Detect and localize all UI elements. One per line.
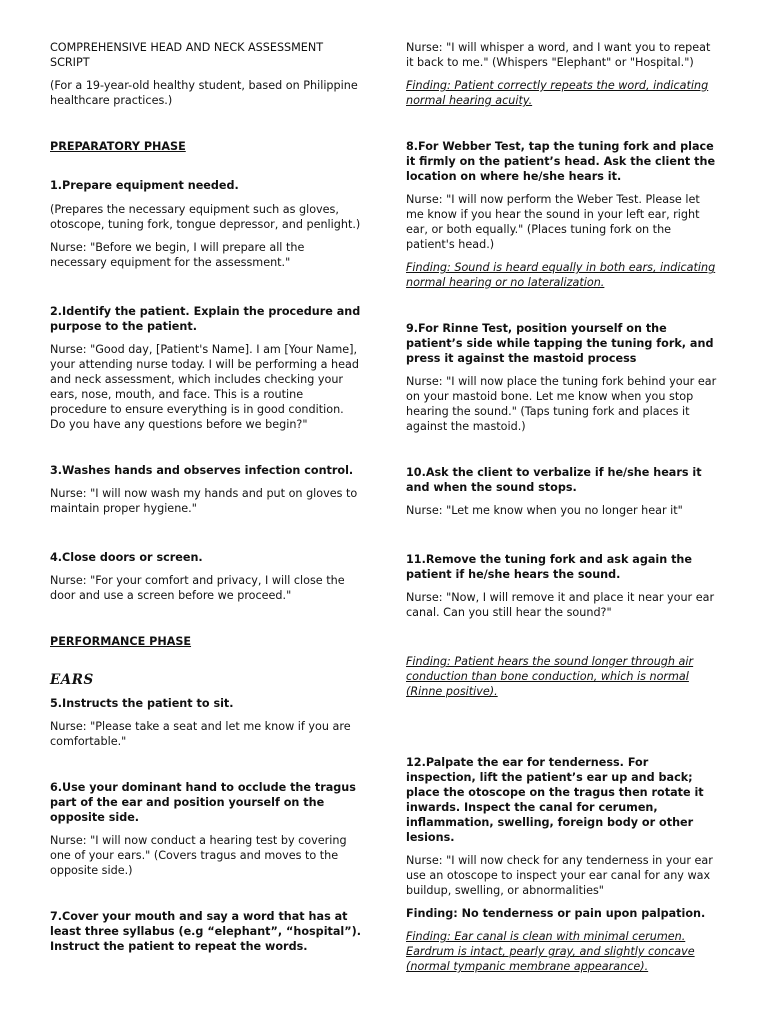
step-7-heading: 7.Cover your mouth and say a word that has at least three syllabus (e.g “elephant”, “hospital”). Instruct the patient to repeat the words. (50, 910, 361, 953)
step-10-heading: 10.Ask the client to verbalize if he/she hears it and when the sound stops. (406, 466, 702, 494)
step-4-nurse-line: Nurse: "For your comfort and privacy, I will close the door and use a screen before we proceed." (50, 574, 345, 602)
right-column (406, 40, 718, 974)
document-title: COMPREHENSIVE HEAD AND NECK ASSESSMENT SCRIPT (50, 41, 324, 69)
step-5-heading: 5.Instructs the patient to sit. (50, 697, 234, 710)
ears-section-heading: EARS (50, 672, 94, 688)
step-1-heading: 1.Prepare equipment needed. (50, 179, 239, 192)
step-7-finding: Finding: Patient correctly repeats the word, indicating normal hearing acuity. (406, 79, 709, 107)
document-subtitle: (For a 19-year-old healthy student, based on Philippine healthcare practices.) (50, 79, 358, 107)
step-6-nurse-line: Nurse: "I will now conduct a hearing test by covering one of your ears." (Covers tragus and moves to the opposite side.) (50, 834, 347, 877)
step-10-nurse-line: Nurse: "Let me know when you no longer hear it" (406, 504, 683, 517)
step-4-heading: 4.Close doors or screen. (50, 551, 203, 564)
step-1-note: (Prepares the necessary equipment such as gloves, otoscope, tuning fork, tongue depressor, and penlight.) (50, 203, 361, 231)
step-2-nurse-line: Nurse: "Good day, [Patient's Name]. I am [Your Name], your attending nurse today. I will be performing a head and neck assessment, which includes checking your ears, nose, mouth, and face. This is a routine procedure to ensure everything is in good condition. Do you have any questions before we begin?" (50, 343, 359, 431)
step-5-nurse-line: Nurse: "Please take a seat and let me know if you are comfortable." (50, 720, 351, 748)
step-1-nurse-line: Nurse: "Before we begin, I will prepare all the necessary equipment for the assessment." (50, 241, 305, 269)
step-8-nurse-line: Nurse: "I will now perform the Weber Test. Please let me know if you hear the sound in your left ear, right ear, or both equally." (Places tuning fork on the patient's head.) (406, 193, 700, 251)
step-6-heading: 6.Use your dominant hand to occlude the tragus part of the ear and position yourself on the opposite side. (50, 781, 356, 824)
step-9-nurse-line: Nurse: "I will now place the tuning fork behind your ear on your mastoid bone. Let me know when you stop hearing the sound." (Taps tuning fork and places it against the mastoid.) (406, 375, 717, 433)
step-12-finding-canal: Finding: Ear canal is clean with minimal cerumen. Eardrum is intact, pearly gray, and slightly concave (normal tympanic membrane appearance). (406, 930, 695, 973)
step-8-finding: Finding: Sound is heard equally in both ears, indicating normal hearing or no lateralization. (406, 261, 716, 289)
step-3-nurse-line: Nurse: "I will now wash my hands and put on gloves to maintain proper hygiene." (50, 487, 358, 515)
step-11-nurse-line: Nurse: "Now, I will remove it and place it near your ear canal. Can you still hear the sound?" (406, 591, 715, 619)
step-3-heading: 3.Washes hands and observes infection control. (50, 464, 354, 477)
step-8-heading: 8.For Webber Test, tap the tuning fork and place it firmly on the patient’s head. Ask the client the location on where he/she hears it. (406, 140, 716, 183)
step-12-finding-palpation: Finding: No tenderness or pain upon palpation. (406, 907, 706, 920)
left-column (50, 40, 362, 954)
step-11-finding: Finding: Patient hears the sound longer through air conduction than bone conduction, which is normal (Rinne positive). (406, 655, 694, 698)
step-7-nurse-line: Nurse: "I will whisper a word, and I want you to repeat it back to me." (Whispers "Elephant" or "Hospital.") (406, 41, 711, 69)
preparatory-phase-heading: PREPARATORY PHASE (50, 140, 186, 153)
step-2-heading: 2.Identify the patient. Explain the procedure and purpose to the patient. (50, 305, 361, 333)
step-12-nurse-line: Nurse: "I will now check for any tenderness in your ear use an otoscope to inspect your ear canal for any wax buildup, swelling, or abnormalities" (406, 854, 713, 897)
step-12-heading: 12.Palpate the ear for tenderness. For inspection, lift the patient’s ear up and back; place the otoscope on the tragus then rotate it inwards. Inspect the canal for cerumen, inflammation, swelling, foreign body or other lesions. (406, 756, 704, 844)
step-11-heading: 11.Remove the tuning fork and ask again the patient if he/she hears the sound. (406, 553, 692, 581)
performance-phase-heading: PERFORMANCE PHASE (50, 635, 192, 648)
step-9-heading: 9.For Rinne Test, position yourself on the patient’s side while tapping the tuning fork, and press it against the mastoid process (406, 322, 714, 365)
